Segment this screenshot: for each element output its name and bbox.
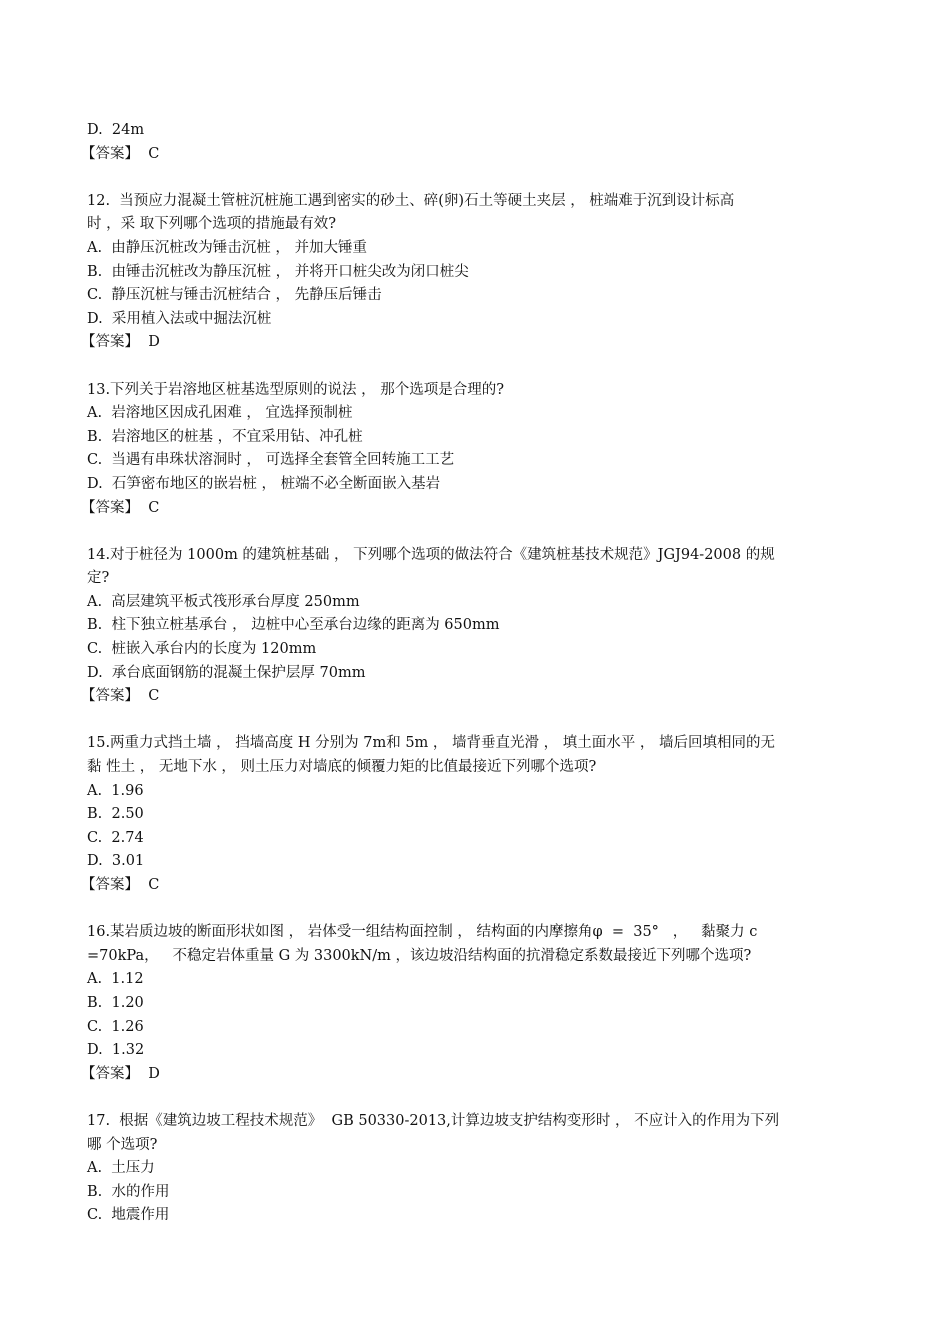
question-stem-continued: =70kPa， 不稳定岩体重量 G 为 3300kN/m ，该边坡沿结构面的抗滑稳定系数最接近下列哪个选项? [87, 947, 752, 964]
option-b: B. 1.20 [87, 994, 144, 1011]
question-stem: 16.某岩质边坡的断面形状如图 ， 岩体受一组结构面控制 ， 结构面的内摩擦角φ = 35° ， 黏聚力 c [87, 924, 758, 941]
option-a: A. 1.96 [87, 782, 144, 799]
option-a: A. 1.12 [87, 971, 144, 988]
question-12 [81, 190, 867, 355]
option-c: C. 当遇有串珠状溶洞时 ， 可选择全套管全回转施工工艺 [87, 452, 455, 469]
spacer [87, 898, 867, 922]
question-stem: 14.对于桩径为 1000m 的建筑桩基础 ， 下列哪个选项的做法符合《建筑桩基技术规范》JGJ94-2008 的规 [87, 546, 775, 563]
question-stem: 17. 根据《建筑边坡工程技术规范》 GB 50330-2013,计算边坡支护结构变形时 ， 不应计入的作用为下列 [87, 1112, 780, 1129]
option-b: B. 岩溶地区的桩基 ，不宜采用钻、冲孔桩 [87, 428, 363, 445]
document-page [81, 119, 867, 1228]
option-c: C. 2.74 [87, 829, 144, 846]
option-c: C. 静压沉桩与锤击沉桩结合 ， 先静压后锤击 [87, 287, 382, 304]
option-b: B. 由锤击沉桩改为静压沉桩 ， 并将开口桩尖改为闭口桩尖 [87, 263, 469, 280]
question-stem: 12. 当预应力混凝土管桩沉桩施工遇到密实的砂土、碎(卵)石土等硬土夹层 ， 桩端难于沉到设计标高 [87, 192, 735, 209]
option-c: C. 1.26 [87, 1018, 144, 1035]
answer-line: 【答案】 C [81, 499, 160, 516]
answer-line: 【答案】 D [81, 334, 160, 351]
answer-line: 【答案】 C [81, 688, 160, 705]
option-c: C. 桩嵌入承台内的长度为 120mm [87, 641, 317, 658]
question-stem: 15.两重力式挡土墙 ， 挡墙高度 H 分别为 7m和 5m ， 墙背垂直光滑 ， 填土面水平 ， 墙后回填相同的无 [87, 735, 775, 752]
spacer [87, 709, 867, 733]
answer-line: 【答案】 D [81, 1065, 160, 1082]
question-stem: 13.下列关于岩溶地区桩基选型原则的说法 ， 那个选项是合理的? [87, 381, 505, 398]
question-14 [81, 544, 867, 709]
question-stem-continued: 时 ，采 取下列哪个选项的措施最有效? [87, 216, 336, 233]
spacer [87, 166, 867, 190]
spacer [87, 1086, 867, 1110]
option-d: D. 3.01 [87, 853, 145, 870]
question-16 [81, 921, 867, 1086]
option-a: A. 由静压沉桩改为锤击沉桩 ， 并加大锤重 [87, 239, 368, 256]
question-13 [81, 379, 867, 521]
option-a: A. 高层建筑平板式筏形承台厚度 250mm [87, 593, 360, 610]
option-b: B. 2.50 [87, 806, 144, 823]
option-a: A. 岩溶地区因成孔困难 ， 宜选择预制桩 [87, 405, 353, 422]
option-d: D. 采用植入法或中掘法沉桩 [87, 310, 272, 327]
option-a: A. 土压力 [87, 1160, 155, 1177]
option-d: D. 承台底面钢筋的混凝土保护层厚 70mm [87, 664, 366, 681]
question-stem-continued: 黏 性土 ， 无地下水 ， 则土压力对墙底的倾覆力矩的比值最接近下列哪个选项? [87, 759, 597, 776]
spacer [87, 355, 867, 379]
spacer [87, 520, 867, 544]
question-stem-continued: 哪 个选项? [87, 1136, 158, 1153]
option-b: B. 柱下独立桩基承台 ， 边桩中心至承台边缘的距离为 650mm [87, 617, 500, 634]
option-d: D. 石笋密布地区的嵌岩桩 ， 桩端不必全断面嵌入基岩 [87, 475, 441, 492]
question-15 [81, 732, 867, 897]
option-b: B. 水的作用 [87, 1183, 170, 1200]
option-d: D. 1.32 [87, 1042, 145, 1059]
answer-line: 【答案】 C [81, 145, 160, 162]
question-stem-continued: 定? [87, 570, 110, 587]
option-c: C. 地震作用 [87, 1207, 170, 1224]
option-d: D. 24m [87, 122, 145, 138]
answer-line: 【答案】 C [81, 877, 160, 893]
question-17 [87, 1110, 867, 1228]
